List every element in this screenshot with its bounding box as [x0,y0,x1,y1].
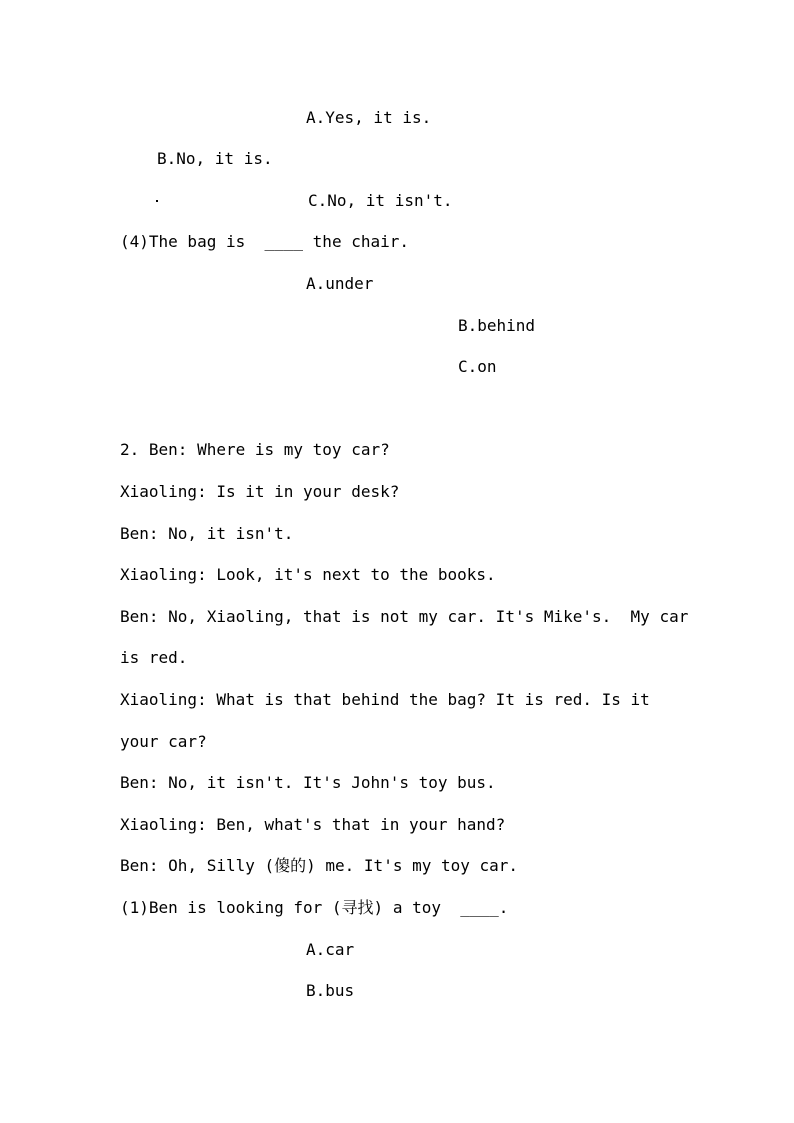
question-4-suffix: the chair. [312,232,409,251]
question-4-option-b: B.behind [458,316,536,335]
stray-dot [156,200,158,202]
question-2-1-option-a: A.car [306,940,355,959]
passage-line: Ben: No, it isn't. [120,524,294,543]
passage-line: 2. Ben: Where is my toy car? [120,440,390,459]
question-4-prefix: (4)The bag is [120,232,246,251]
question-4-option-c: C.on [458,357,497,376]
option-a: A.Yes, it is. [306,108,432,127]
question-2-1-blank: ____. [460,898,509,917]
passage-line: Ben: No, it isn't. It's John's toy bus. [120,773,496,792]
option-b: B.No, it is. [157,149,273,168]
question-4-stem [120,232,409,252]
question-4-blank: ____ [264,232,304,251]
passage-line: Xiaoling: Look, it's next to the books. [120,565,496,584]
passage-line: Ben: Oh, Silly (傻的) me. It's my toy car. [120,856,519,875]
passage-line: Xiaoling: What is that behind the bag? It is red. Is it [120,690,650,709]
question-2-1-option-b: B.bus [306,981,355,1000]
question-4-option-a: A.under [306,274,374,293]
passage-line: your car? [120,732,207,751]
passage-line: Xiaoling: Is it in your desk? [120,482,400,501]
passage-line: Ben: No, Xiaoling, that is not my car. It's Mike's. My car [120,607,689,626]
passage-line: is red. [120,648,188,667]
passage-line: Xiaoling: Ben, what's that in your hand? [120,815,506,834]
question-2-1-stem [120,898,508,918]
option-c: C.No, it isn't. [308,191,453,210]
question-2-1-prefix: (1)Ben is looking for (寻找) a toy [120,898,441,917]
